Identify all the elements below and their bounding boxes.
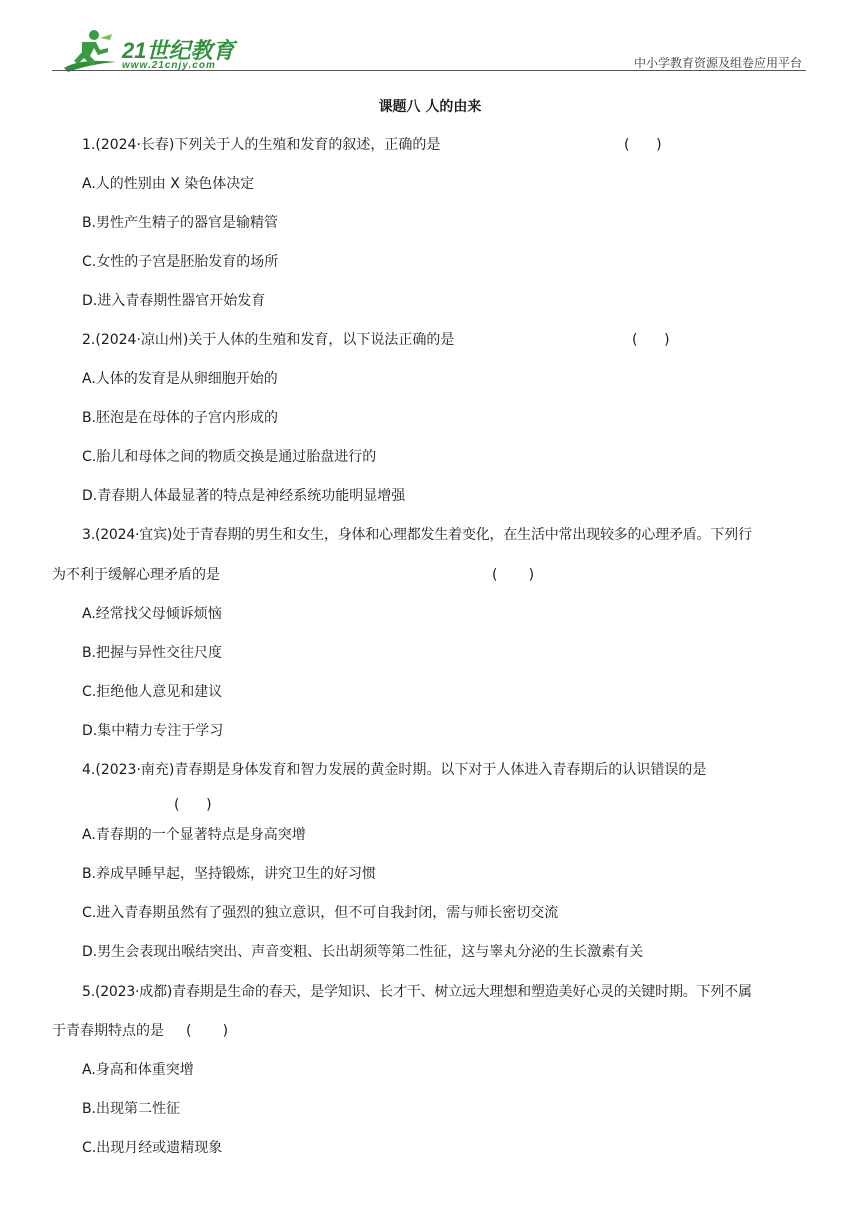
question-2-option-b: B.胚泡是在母体的子宫内形成的	[82, 410, 279, 426]
question-1-answer-paren: ( )	[624, 137, 662, 153]
question-4-option-a: A.青春期的一个显著特点是身高突增	[82, 827, 306, 843]
question-4-option-b: B.养成早睡早起，坚持锻炼，讲究卫生的好习惯	[82, 866, 377, 882]
question-1-option-a: A.人的性别由 X 染色体决定	[82, 176, 255, 192]
question-5-option-c: C.出现月经或遗精现象	[82, 1140, 223, 1156]
question-3-answer-paren: ( )	[492, 567, 535, 583]
question-5-option-b: B.出现第二性征	[82, 1101, 181, 1117]
runner-logo-icon	[60, 28, 120, 74]
question-4-option-d: D.男生会表现出喉结突出、声音变粗、长出胡须等第二性征，这与睾丸分泌的生长激素有关	[82, 944, 644, 960]
question-3-option-d: D.集中精力专注于学习	[82, 723, 224, 739]
question-1-option-d: D.进入青春期性器官开始发育	[82, 293, 266, 309]
question-3-stem-continued: 为不利于缓解心理矛盾的是	[52, 567, 220, 583]
question-5-option-a: A.身高和体重突增	[82, 1062, 194, 1078]
question-5-stem: 5.(2023·成都)青春期是生命的春天，是学知识、长才干、树立远大理想和塑造美好心灵的关键时期。下列不属	[82, 984, 752, 1000]
question-4-answer-paren: ( )	[174, 797, 212, 813]
question-1-stem: 1.(2024·长春)下列关于人的生殖和发育的叙述，正确的是	[82, 137, 441, 153]
logo	[60, 28, 240, 74]
question-3-option-c: C.拒绝他人意见和建议	[82, 684, 223, 700]
question-4-stem: 4.(2023·南充)青春期是身体发育和智力发展的黄金时期。以下对于人体进入青春期后的认识错误的是	[82, 762, 707, 778]
question-3-option-b: B.把握与异性交往尺度	[82, 645, 223, 661]
question-3-option-a: A.经常找父母倾诉烦恼	[82, 606, 222, 622]
header-divider	[52, 70, 806, 71]
brand-url: www.21cnjy.com	[122, 60, 216, 71]
question-2-answer-paren: ( )	[632, 332, 670, 348]
question-5-stem-continued: 于青春期特点的是	[52, 1023, 164, 1039]
question-3-stem: 3.(2024·宜宾)处于青春期的男生和女生，身体和心理都发生着变化，在生活中常出现较多的心理矛盾。下列行	[82, 527, 752, 543]
page-header	[52, 26, 804, 74]
question-1-option-c: C.女性的子宫是胚胎发育的场所	[82, 254, 279, 270]
question-4-option-c: C.进入青春期虽然有了强烈的独立意识，但不可自我封闭，需与师长密切交流	[82, 905, 559, 921]
page-title: 课题八 人的由来	[378, 99, 482, 115]
platform-label: 中小学教育资源及组卷应用平台	[633, 56, 802, 70]
question-2-option-a: A.人体的发育是从卵细胞开始的	[82, 371, 278, 387]
question-5-answer-paren: ( )	[186, 1023, 229, 1039]
question-2-option-d: D.青春期人体最显著的特点是神经系统功能明显增强	[82, 488, 406, 504]
question-2-option-c: C.胎儿和母体之间的物质交换是通过胎盘进行的	[82, 449, 377, 465]
question-1-option-b: B.男性产生精子的器官是输精管	[82, 215, 279, 231]
brand-name: 21世纪教育	[122, 38, 235, 63]
question-2-stem: 2.(2024·凉山州)关于人体的生殖和发育，以下说法正确的是	[82, 332, 455, 348]
